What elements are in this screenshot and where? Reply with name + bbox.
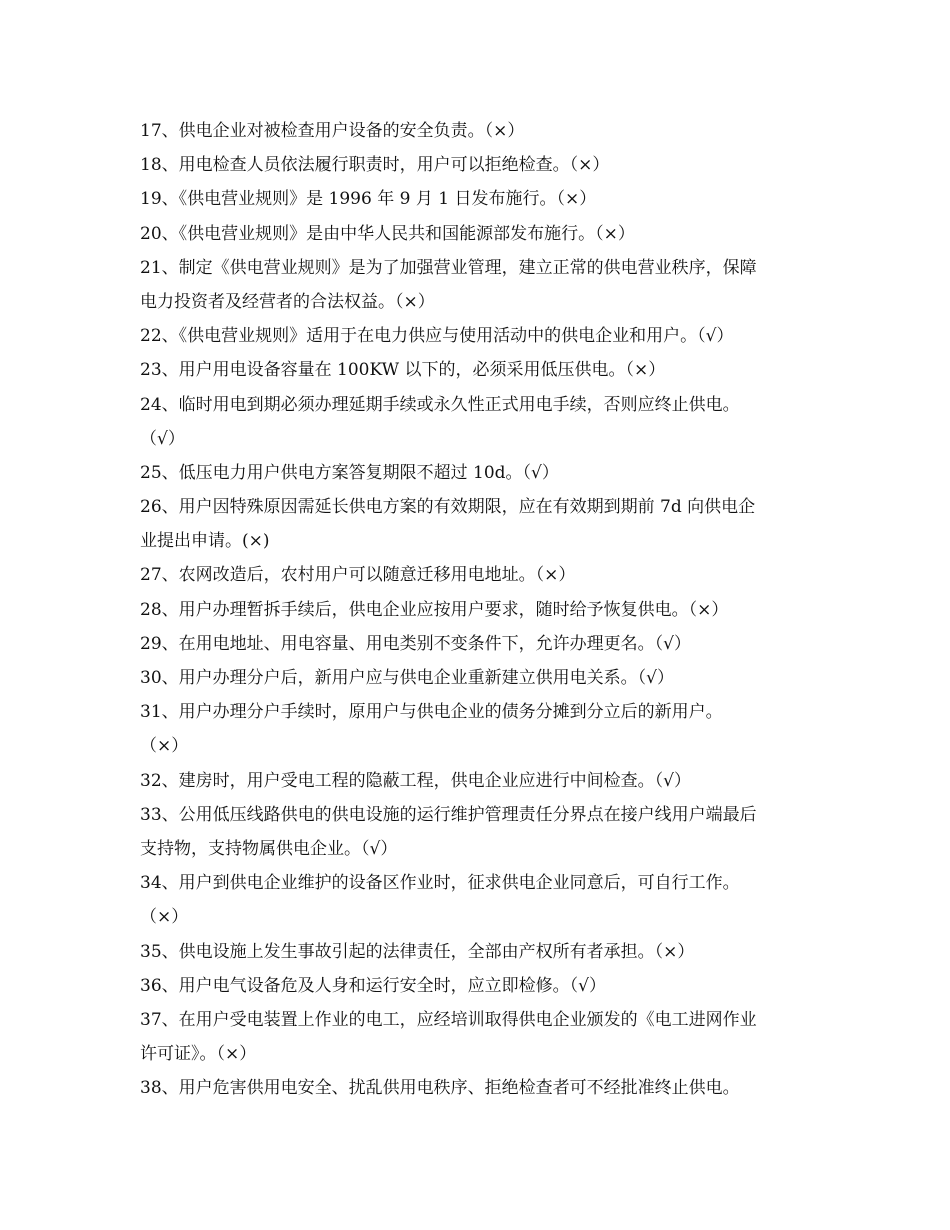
text-line: 27、农网改造后，农村用户可以随意迁移用电地址。（×）: [140, 565, 576, 586]
text-line: 29、在用电地址、用电容量、用电类别不变条件下，允许办理更名。（√）: [140, 633, 691, 654]
text-line: 支持物，支持物属供电企业。（√）: [140, 838, 398, 859]
text-line: 36、用户电气设备危及人身和运行安全时，应立即检修。（√）: [140, 975, 606, 996]
text-line: 23、用户用电设备容量在 100KW 以下的，必须采用低压供电。（×）: [140, 360, 666, 381]
text-line: 19、《供电营业规则》是 1996 年 9 月 1 日发布施行。（×）: [140, 189, 597, 210]
text-line: 38、用户危害供用电安全、扰乱供用电秩序、拒绝检查者可不经批准终止供电。: [140, 1078, 740, 1099]
text-line: 30、用户办理分户后，新用户应与供电企业重新建立供用电关系。（√）: [140, 668, 674, 688]
text-line: 37、在用户受电装置上作业的电工，应经培训取得供电企业颁发的《电工进网作业: [140, 1009, 757, 1030]
text-line: 17、供电企业对被检查用户设备的安全负责。（×）: [140, 121, 525, 141]
text-line: 18、用电检查人员依法履行职责时，用户可以拒绝检查。（×）: [140, 155, 610, 176]
text-line: （×）: [140, 907, 189, 928]
text-line: 25、低压电力用户供电方案答复期限不超过 10d。（√）: [140, 462, 559, 483]
text-line: 33、公用低压线路供电的供电设施的运行维护管理责任分界点在接户线用户端最后: [140, 804, 757, 825]
text-line: 业提出申请。(×): [140, 531, 270, 552]
text-line: 35、供电设施上发生事故引起的法律责任，全部由产权所有者承担。（×）: [140, 941, 695, 962]
text-line: 28、用户办理暂拆手续后，供电企业应按用户要求，随时给予恢复供电。（×）: [140, 599, 729, 620]
text-line: 24、临时用电到期必须办理延期手续或永久性正式用电手续，否则应终止供电。: [140, 394, 740, 415]
text-line: 32、建房时，用户受电工程的隐蔽工程，供电企业应进行中间检查。（√）: [140, 770, 691, 791]
text-line: （√）: [140, 428, 185, 449]
text-line: 许可证》。（×）: [140, 1044, 257, 1065]
text-line: 34、用户到供电企业维护的设备区作业时，征求供电企业同意后，可自行工作。: [140, 873, 740, 894]
text-line: 31、用户办理分户手续时，原用户与供电企业的债务分摊到分立后的新用户。: [140, 702, 723, 723]
text-line: 26、用户因特殊原因需延长供电方案的有效期限，应在有效期到期前 7d 向供电企: [140, 497, 756, 518]
text-line: 22、《供电营业规则》适用于在电力供应与使用活动中的供电企业和用户。（√）: [140, 326, 734, 347]
text-line: 20、《供电营业规则》是由中华人民共和国能源部发布施行。（×）: [140, 223, 635, 244]
text-line: 电力投资者及经营者的合法权益。（×）: [140, 291, 435, 312]
text-line: 21、制定《供电营业规则》是为了加强营业管理，建立正常的供电营业秩序，保障: [140, 257, 757, 278]
document-body: [140, 114, 820, 1105]
text-line: （×）: [140, 736, 189, 757]
